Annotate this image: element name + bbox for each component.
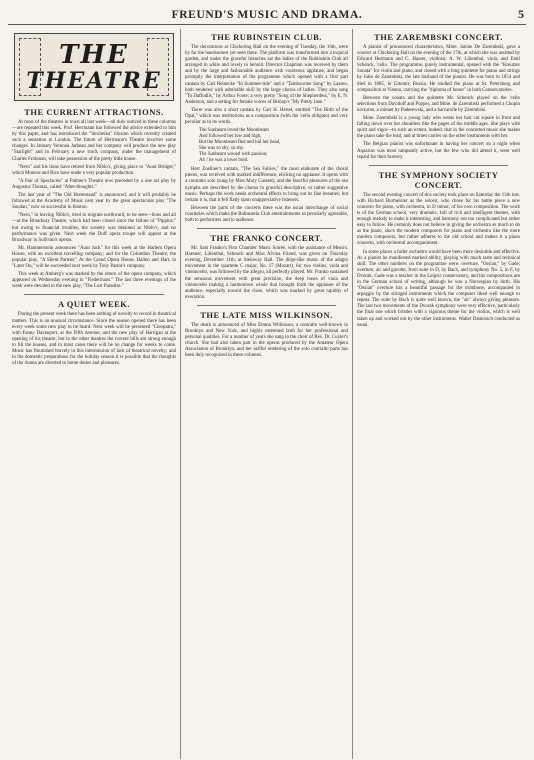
section-heading: A QUIET WEEK. xyxy=(57,299,131,310)
section-divider xyxy=(197,228,336,229)
verse-line: But the Moonbeam fled and hid her head, xyxy=(199,140,281,146)
section-divider xyxy=(369,165,508,166)
verse-line: The Sunbeam loved the Moonbeam xyxy=(199,128,269,134)
article-body xyxy=(357,193,520,329)
paragraph: Mr. Hammerstein announces "Aunt Jack" for this week at the Harlem Opera House, with an excellent travelling company; and for the Columbus Theatre, the popular play, "A Silent Partner." At the Grand Opera House, Hallen and Hart, in "Later On," will be succeeded next week by Tony Pastor's company. xyxy=(12,245,176,270)
paragraph: In some places a fuller orchestra would have been more desirable and effective. As a pianist he manifested marked ability, playing with much taste and technical skill. The other numbers on the programme were: overture, "Ossian," by Gade; overture, air and gavotte, from suite in D, by Bach, and symphony No. 5, in F, by Dvorak. Gade was a teacher in the Leipsic conservatory, and his compositions are in the German school of writing, although he was a Norwegian by birth. His "Ossian" overture has a beautiful passage for the trombone, accompanied in arpeggio by the stringed instruments which the composer liked well enough to repeat. The suite by Bach is quite well known, the "air" always giving pleasure. The last two movements of the Dvorak symphony were very effective, particularly the final one which bristles with a vigorous theme for the violins, which is well taken up and worked out by the other instruments. Walter Damrosch conducted as usual. xyxy=(357,249,520,328)
column-right xyxy=(352,29,524,759)
article-body xyxy=(12,312,176,367)
column-left xyxy=(8,29,180,759)
paragraph: Mr. Sam Franko's First Chamber Music Soirée, with the assistance of Messrs. Haesner, Lilienthal, Schenck and Miss Alvina Friend, was given on Thursday evening, December 11th, at Steinway Hall. The dirge-like music of the adagio movement in the quartette C major, No. 17 (Mozart), for two violins, viola and violoncello, was followed by the allegro, all perfectly played. Mr. Franko sustained the sensuous movement with great precision, the deep tones of viola and violoncello making a harmonious whole that brought forth the applause of the audience, especially toward the close, which was marked by great rapidity of execution. xyxy=(185,246,348,300)
paragraph: During the present week there has been nothing of novelty to record in theatrical matters. This is an unusual circumstance. Since the season opened there has been every week some new play to be heard. Next week will be presented "Cleopatra," with Fanny Davenport, at the Fifth Avenue; and the new play of Harrigan at the opening of his theatre; but in the other theatres the current bills are strong enough to fill the houses, and in most cases there will be no change for weeks to come. Music has flourished bravely in this intermission of lack of theatrical novelty; and in the domestic preparations for the holiday season it is possible that the thoughts of the drama are diverted to home duties and pleasures. xyxy=(12,312,176,367)
article-body xyxy=(185,45,348,126)
paragraph: Between the parts of the concerts there was the usual interchange of social courtesies which make the Rubinstein Club entertainments so peculiarly agreeable, both to performers and to audience. xyxy=(185,205,348,223)
paragraph: The Belgian pianist was unfortunate in having her concert on a night when Aquarius was most rampantly active, but the few who did attend it, were well repaid for their bravery. xyxy=(357,142,520,160)
section-divider xyxy=(197,305,336,306)
article-body xyxy=(12,120,176,290)
verse-line: She was so shy, so shy. xyxy=(199,146,245,152)
page-header-title: FREUND'S MUSIC AND DRAMA. xyxy=(171,9,363,21)
paragraph: This week at Amberg's was marked by the return of the opera company, which appeared on Wednesday evening in "Fledermaus." The last three evenings of the week were devoted to the new play, "The Lost Paradise." xyxy=(12,272,176,290)
section-heading: THE SYMPHONY SOCIETY CONCERT. xyxy=(378,169,499,190)
paragraph: Mme. Zarembski is a young lady who wears her hair cut square in front and falling down over her shoulders like the pages of the middle ages. She plays with spirit and vigor—to such an extent, indeed, that in the concerted music she makes the piano take the lead, and at times carries on the other instruments with her. xyxy=(357,116,520,140)
masthead-word-theatre: THEATRE xyxy=(26,68,162,94)
paragraph: "A Pair of Spectacles" at Palmer's Theatre now preceded by a one act play by Augustus Thomas, called "After-thoughts." xyxy=(12,178,176,190)
article-body xyxy=(185,323,348,360)
article-body xyxy=(185,246,348,301)
section-heading: THE RUBINSTEIN CLUB. xyxy=(211,32,322,42)
masthead-word-the: THE xyxy=(59,40,129,70)
paragraph: Herr Zoellner's cantata, "The Sea Fairies," the most elaborate of the choral pieces, was received with marked indifference, eliciting no applause. It opens with a contralto solo (sung by Miss Mary Gassett), and the fanciful pleasures of the sea nymphs are described by the chorus in graceful descriptive, or rather suggestive music. Perhaps the work needs orchestral effects to bring out its fine beauties; but certain it is, that it fell flatly upon unappreciative listeners. xyxy=(185,167,348,203)
paragraph: "Nero," in leaving Niblo's, tried to migrate northward, to be seen—lions and all—at the Broadway Theatre, which had been closed since the failure of "Pippins;" but owing to financial troubles, the scenery was detained at Niblo's, and no performance was given. Next week the Duff opera troupe will appear at the Broadway in Sullivan's operas. xyxy=(12,213,176,243)
article-body xyxy=(185,167,348,224)
paragraph: The death is announced of Miss Emma Wilkinson, a contralto well-known in Brooklyn and New York, and highly esteemed both for her professional and personal qualities. For a number of years she sang in the choir of Rev. Dr. Cuyler's church. She had also taken part in the operas produced by the Amateur Opera Association of Brooklyn, and her skilful rendering of the solo contralto parts has been duly recognized in these columns. xyxy=(185,322,348,359)
paragraph: The second evening concert of this society took place on Saturday the 13th inst. with Richard Burmeister as the soloist, who chose for his battle piece a new concerto for piano, with orchestra, in D minor, of his own composition. The work is of the German school, very dramatic, full of rich and intelligent themes, with enough melody to make it interesting, and harmony not too complicated but rather easy to follow. He certainly does not believe in giving the orchestra as much to do as the piano, since the modern composers for piano and orchestra like the more modern composers, but rather adheres to the old school and makes it a piano concerto, with orchestral accompaniment. xyxy=(357,192,520,247)
paragraph: Between the sonata and the quintette Mr. Schenck played on the 'cello selections from Davidoff and Popper, and Mme. de Zarembski performed a Chopin nocturne, a minuet by Paderewski, and a barcarolle by Zarembski. xyxy=(357,95,520,113)
page-number: 5 xyxy=(518,7,524,21)
columns xyxy=(8,29,526,759)
paragraph: There was also a short cantata by Carl H. Hertel, entitled "The Birth of the Opal," which was meritorious as a composition (with the 'cello obligato) and very peculiar as to its words. xyxy=(185,107,348,126)
paragraph: A pianist of pronounced characteristics, Mme. Janine De Zarembski, gave a concert at Chickering Hall on the evening of the 17th, at which she was assisted by Edward Hermann and C. Hasser, violinist; A. W. Lilienthal, viola, and Emil Schenck, 'cello. The programme, purely instrumental, opened with the "Kreutzer Sonata" for violin and piano, and closed with a long quintette for piano and strings by Jules de Zarembski, the late husband of the pianist. He was born in 1854 and died in 1885, in Gitomir, Russia. He studied the piano at St. Petersburg and composition at Vienna, carrying the "diploma of honor" in both Conservatories. xyxy=(357,45,520,93)
column-middle xyxy=(180,29,352,759)
section-heading: THE CURRENT ATTRACTIONS. xyxy=(24,107,164,117)
page-header xyxy=(8,6,526,25)
section-heading: THE ZAREMBSKI CONCERT. xyxy=(374,32,503,42)
paragraph: "Nero" and his lions have retired from Niblo's, giving place to "Aunt Bridget," which Monroe and Rice have made a very popular production. xyxy=(12,164,176,176)
paragraph: The last year of "The Old Homestead" is announced, and it will probably be followed at the Academy of Music next year by the great spectacular play "The Soudan," now so successful in Boston. xyxy=(12,193,176,211)
paragraph: The decorations at Chickering Hall on the evening of Tuesday, the 16th, were by far the handsomest yet seen there. The platform was transformed into a tropical garden, and under the graceful branches sat the ladies of the Rubinstein Club all arranged in white and lovely to behold. Director Chapman was received by them and by the large and fashionable audience with courteous applause, and began promptly the interpretation of the programme which opened with a first part cantata by Carl Reinecke "In Summer-tide" and a "Tambourine Song" by Lassen, both rendered with admirable skill by the large chorus of ladies. They also sang "To Daffodils," by Arthur Foote; a very pretty "Song of the Shepherdess," by E. N. Anderson, and a setting for female voices of Bishop's "My Pretty Jane." xyxy=(185,45,348,105)
theatre-masthead xyxy=(14,33,174,101)
poem-verse xyxy=(199,128,348,164)
verse-line: And followed her low and high, xyxy=(199,134,262,140)
section-heading: THE FRANKO CONCERT. xyxy=(210,233,323,244)
paragraph: At most of the theatres in town all last week—all duly noticed in these columns—are repeated this week. Prof. Herrmann has followed the advice extended to him by this paper, and has introduced the "Strobeika" illusion which recently created such a sensation in London. The future of Herrmann's Theatre involves some changes. In January Vernona Jarbeau and her company will produce the new play "Starlight" and in February a new stock company, under the management of Charles Frohman, will take possession of the pretty little house. xyxy=(12,120,176,162)
article-body xyxy=(357,45,520,161)
verse-line: Ah ! he was a lover bold. xyxy=(199,158,249,164)
section-heading: THE LATE MISS WILKINSON. xyxy=(200,309,333,320)
section-divider xyxy=(24,294,164,295)
verse-line: The Sunbeam wooed with passion; xyxy=(199,152,268,158)
